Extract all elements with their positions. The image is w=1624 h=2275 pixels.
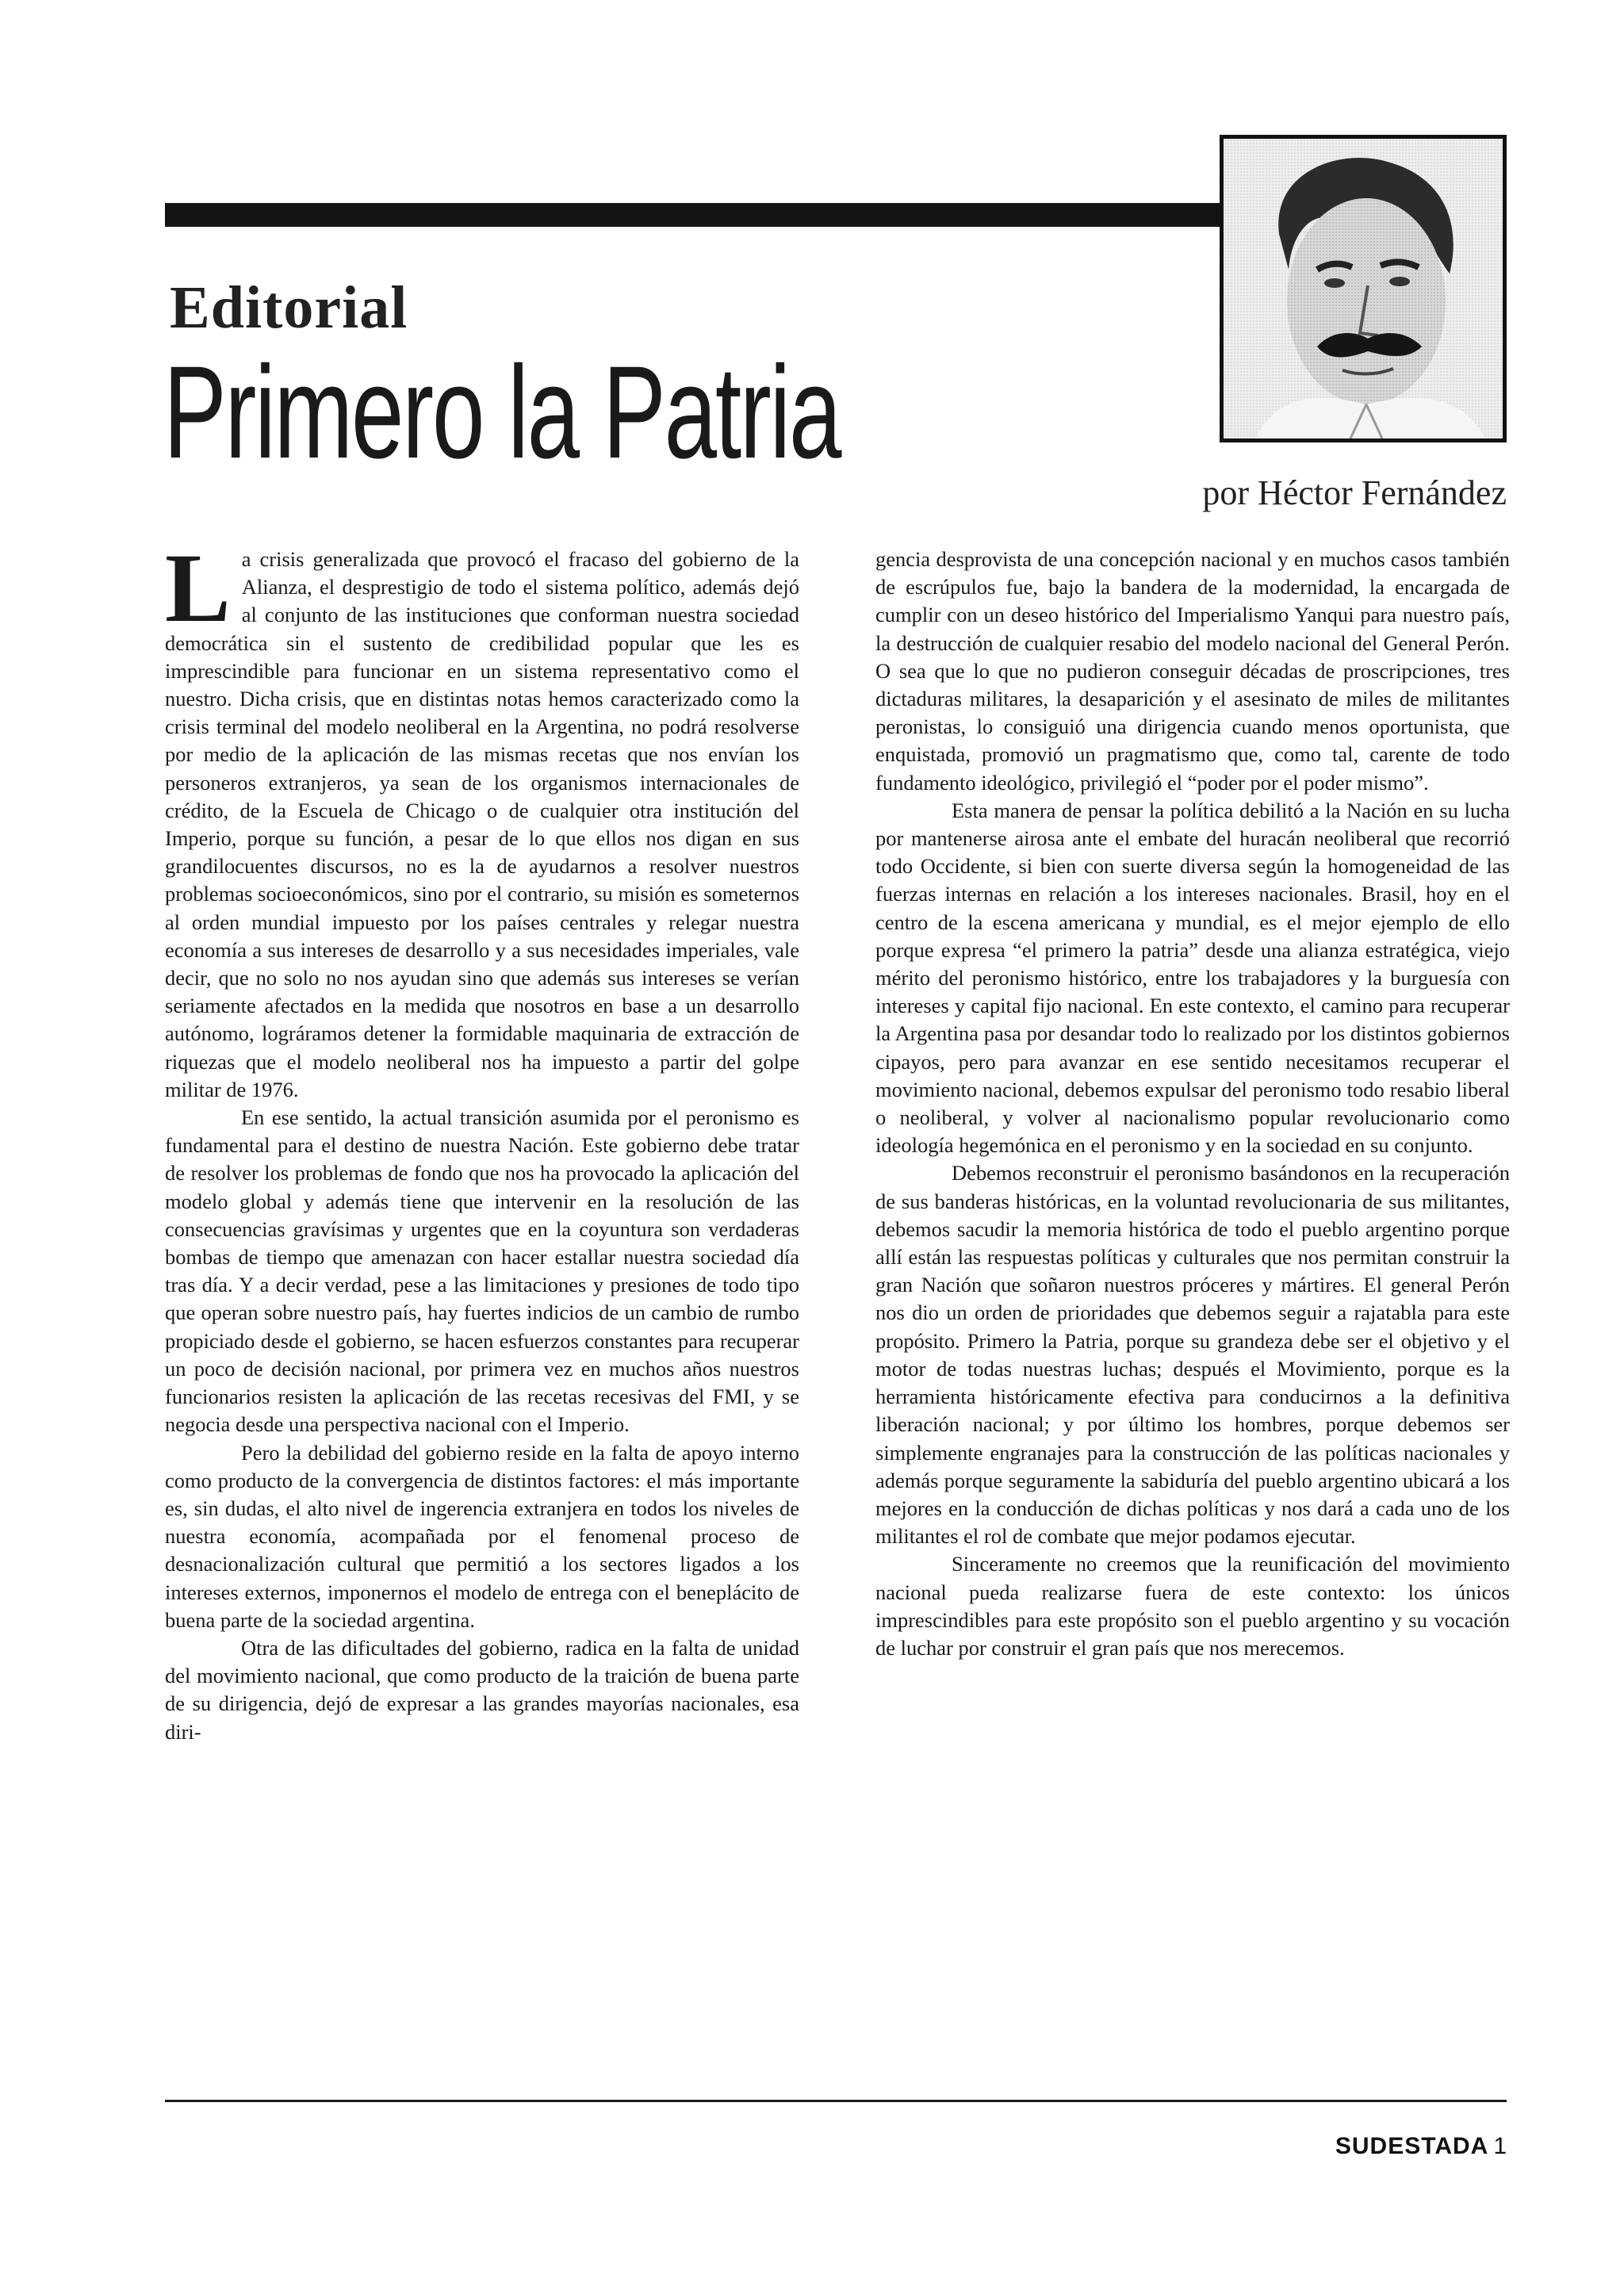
author-photo — [1220, 135, 1507, 442]
drop-cap: L — [165, 546, 231, 642]
paragraph-continued: gencia desprovista de una concepción nacional y en muchos casos también de escrúpulos fue, bajo la bandera de la modernidad, la encargada de cumplir con un deseo histórico del Imperialismo Yanqui para nuestro país, la destrucción de cualquier resabio del modelo nacional del General Perón. O sea que lo que no pudieron conseguir décadas de proscripciones, tres dictaduras militares, la desaparición y el asesinato de miles de militantes peronistas, lo consiguió una dirigencia cuando menos oportunista, que enquistada, promovió un pragmatismo que, como tal, carente de todo fundamento ideológico, privilegió el “poder por el poder mismo”. — [875, 547, 1510, 795]
paragraph: Otra de las dificultades del gobierno, radica en la falta de unidad del movimiento nacional, que como producto de la traición de buena parte de su dirigencia, dejó de expresar a las grandes mayorías nacionales, esa diri- — [165, 1635, 799, 1744]
section-label: Editorial — [170, 274, 408, 341]
paragraph: Esta manera de pensar la política debilitó a la Nación en su lucha por mantenerse airosa ante el embate del huracán neoliberal que recorrió todo Occidente, si bien con suerte diversa según la homogeneidad de las fuerzas internas en relación a los intereses nacionales. Brasil, hoy en el centro de la escena americana y mundial, es el mejor ejemplo de ello porque expresa “el primero la patria” desde una alianza estratégica, viejo mérito del peronismo histórico, entre los trabajadores y la burguesía con intereses y capital fijo nacional. En este contexto, el camino para recuperar la Argentina pasa por desandar todo lo realizado por los distintos gobiernos cipayos, pero para avanzar en ese sentido necesitamos recuperar el movimiento nacional, debemos expulsar del peronismo todo resabio liberal o neoliberal, y volver al nacionalismo popular revolucionario como ideología hegemónica en el peronismo y en la sociedad en su conjunto. — [875, 798, 1510, 1158]
paragraph: Pero la debilidad del gobierno reside en la falta de apoyo interno como producto de la convergencia de distintos factores: el más importante es, sin dudas, el alto nivel de ingerencia extranjera en todos los niveles de nuestra economía, acompañada por el fenomenal proceso de desnacionalización cultural que permitió a los sectores ligados a los intereses externos, imponernos el modelo de entrega con el beneplácito de buena parte de la sociedad argentina. — [165, 1440, 799, 1632]
magazine-name: SUDESTADA — [1335, 2133, 1489, 2159]
article-column-right — [875, 546, 1510, 2100]
page-footer — [1335, 2133, 1507, 2160]
page-number: 1 — [1493, 2133, 1507, 2159]
paragraph-text: a crisis generalizada que provocó el fracaso del gobierno de la Alianza, el desprestigio de todo el sistema político, además dejó al conjunto de las instituciones que conforman nuestra sociedad democrática sin el sustento de credibilidad popular que les es imprescindible para funcionar en un sistema representativo como el nuestro. Dicha crisis, que en distintas notas hemos caracterizado como la crisis terminal del modelo neoliberal en la Argentina, no podrá resolverse por medio de la aplicación de las mismas recetas que nos envían los personeros extranjeros, ya sean de los organismos internacionales de crédito, de la Escuela de Chicago o de cualquier otra institución del Imperio, porque su función, a pesar de lo que ellos nos digan en sus grandilocuentes discursos, no es la de ayudarnos a resolver nuestros problemas socioeconómicos, sino por el contrario, su misión es someternos al orden mundial impuesto por los países centrales y relegar nuestra economía a sus intereses de desarrollo y a sus necesidades imperiales, vale decir, que no solo no nos ayudan sino que además sus intereses se verían seriamente afectados en la medida que nosotros en base a un desarrollo autónomo, lográramos detener la formidable maquinaria de extracción de riquezas que el modelo neoliberal nos ha impuesto a partir del golpe militar de 1976. — [165, 547, 799, 1101]
footer-rule — [165, 2100, 1507, 2102]
article-title: Primero la Patria — [163, 339, 841, 486]
paragraph-intro — [165, 546, 799, 1104]
author-byline: por Héctor Fernández — [1202, 473, 1507, 512]
paragraph: Debemos reconstruir el peronismo basándonos en la recuperación de sus banderas históricas, en la voluntad revolucionaria de sus militantes, debemos sacudir la memoria histórica de todo el pueblo argentino porque allí están las respuestas políticas y culturales que nos permitan construir la gran Nación que soñaron nuestros próceres y mártires. El general Perón nos dio un orden de prioridades que debemos seguir a rajatabla para este propósito. Primero la Patria, porque su grandeza debe ser el objetivo y el motor de todas nuestras luchas; después el Movimiento, porque es la herramienta históricamente efectiva para conducirnos a la definitiva liberación nacional; y por último los hombres, porque debemos ser simplemente engranajes para la construcción de las políticas nacionales y además porque seguramente la sabiduría del pueblo argentino ubicará a los mejores en la conducción de dichas políticas y nos dará a cada uno de los militantes el rol de combate que mejor podamos ejecutar. — [875, 1161, 1510, 1549]
paragraph: En ese sentido, la actual transición asumida por el peronismo es fundamental para el destino de nuestra Nación. Este gobierno debe tratar de resolver los problemas de fondo que nos ha provocado la aplicación del modelo global y además tiene que intervenir en la resolución de las consecuencias gravísimas y urgentes que en la coyuntura son verdaderas bombas de tiempo que amenazan con hacer estallar nuestra sociedad día tras día. Y a decir verdad, pese a las limitaciones y presiones de todo tipo que operan sobre nuestro país, hay fuertes indicios de un cambio de rumbo propiciado desde el gobierno, se hacen esfuerzos constantes para recuperar un poco de decisión nacional, por primera vez en muchos años nuestros funcionarios resisten la aplicación de las recetas recesivas del FMI, y se negocia desde una perspectiva nacional con el Imperio. — [165, 1105, 799, 1437]
paragraph: Sinceramente no creemos que la reunificación del movimiento nacional pueda realizarse fuera de este contexto: los únicos imprescindibles para este propósito son el pueblo argentino y su vocación de luchar por construir el gran país que nos merecemos. — [875, 1552, 1510, 1660]
article-column-left — [165, 546, 799, 2100]
